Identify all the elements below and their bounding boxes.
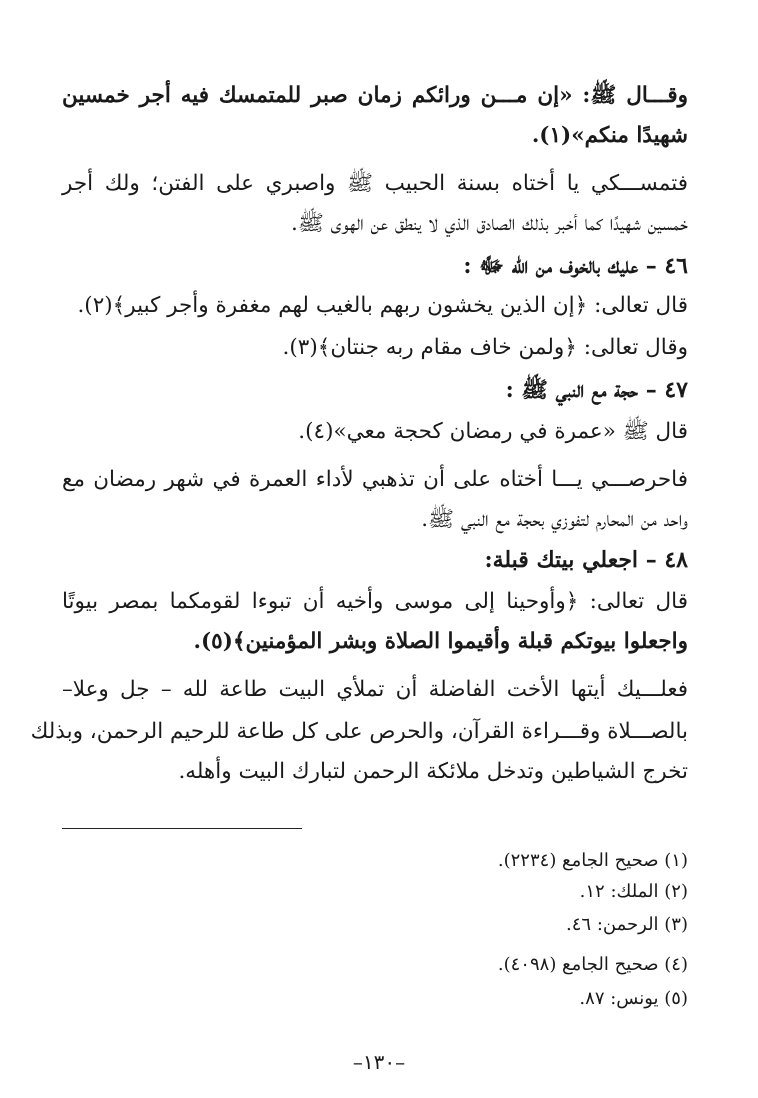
section-heading: ٤٦ – عليك بالخوف من الله ﷻ : xyxy=(463,253,688,279)
quran-verse-line: قال تعالى: ﴿وأوحينا إلى موسى وأخيه أن تبوءا لقومكما بمصر بيوتًا xyxy=(62,589,688,614)
quran-verse-line: وقال تعالى: ﴿ولمن خاف مقام ربه جنتان﴾(٣). xyxy=(282,335,688,360)
quran-verse-line: قال تعالى: ﴿إن الذين يخشون ربهم بالغيب لهم مغفرة وأجر كبير﴾(٢). xyxy=(77,293,688,318)
paragraph-line: فاحرصـــي يـــا أختاه على أن تذهبي لأداء العمرة في شهر رمضان مع xyxy=(62,467,688,492)
paragraph-line: وقـــال ﷺ: «إن مـــن ورائكم زمان صبر للمتمسك فيه أجر خمسين xyxy=(62,83,688,108)
paragraph-line: شهيدًا منكم»(١). xyxy=(531,123,688,148)
page-body xyxy=(30,0,688,1098)
footnote: (١) صحيح الجامع (٢٢٣٤). xyxy=(497,850,688,871)
footnote-separator xyxy=(62,828,302,829)
section-heading: ٤٨ – اجعلي بيتك قبلة: xyxy=(484,547,688,573)
paragraph-line: واحد من المحارم لتفوزي بحجة مع النبي ﷺ. xyxy=(421,507,688,532)
paragraph-line: فتمســـكي يا أختاه بسنة الحبيب ﷺ واصبري على الفتن؛ ولك أجر xyxy=(62,171,688,196)
footnote: (٣) الرحمن: ٤٦. xyxy=(566,914,688,935)
footnote: (٤) صحيح الجامع (٤٠٩٨). xyxy=(497,954,688,975)
hadith-line: قال ﷺ «عمرة في رمضان كحجة معي»(٤). xyxy=(298,419,688,444)
paragraph-line: فعلـــيك أيتها الأخت الفاضلة أن تملأي البيت طاعة لله – جل وعلا– xyxy=(62,677,688,702)
page-number: –١٣٠– xyxy=(352,1050,406,1074)
paragraph-line: بالصـــلاة وقـــراءة القرآن، والحرص على كل طاعة للرحيم الرحمن، وبذلك xyxy=(30,719,688,744)
paragraph-line: تخرج الشياطين وتدخل ملائكة الرحمن لتبارك البيت وأهله. xyxy=(178,759,688,784)
paragraph-line: خمسين شهيدًا كما أخبر بذلك الصادق الذي لا ينطق عن الهوى ﷺ. xyxy=(291,211,688,236)
section-heading: ٤٧ – حجة مع النبي ﷺ : xyxy=(505,377,688,403)
footnote: (٢) الملك: ١٢. xyxy=(579,881,688,902)
footnote: (٥) يونس: ٨٧. xyxy=(579,988,688,1009)
quran-verse-line: واجعلوا بيوتكم قبلة وأقيموا الصلاة وبشر المؤمنين﴾(٥). xyxy=(193,629,688,654)
